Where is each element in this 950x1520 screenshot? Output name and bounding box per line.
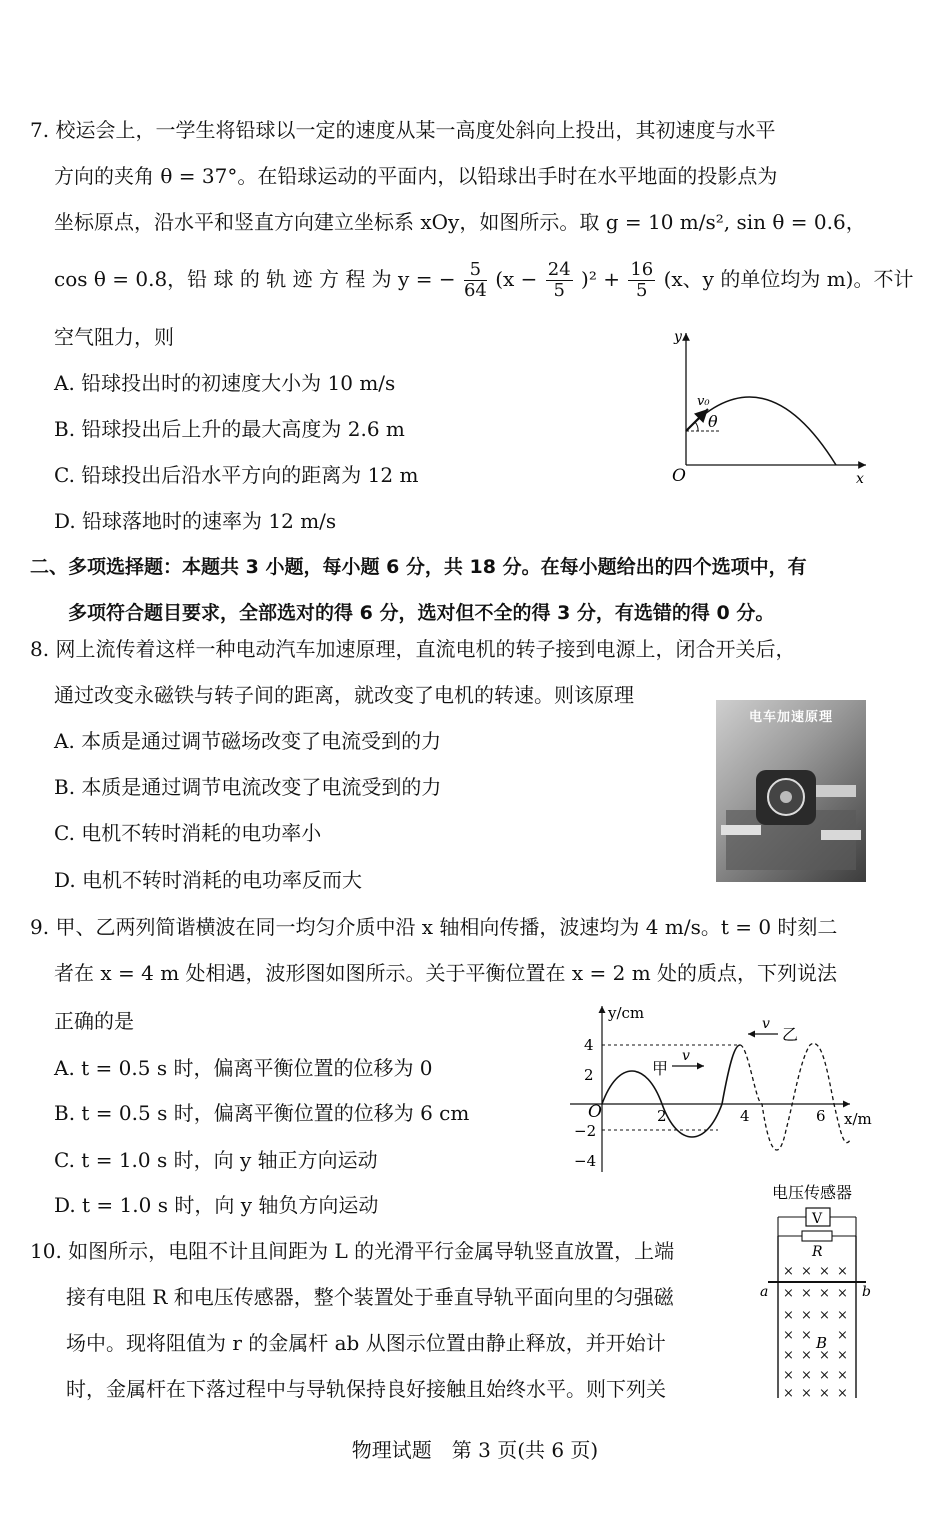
q8-motor-illustration <box>716 700 866 882</box>
q10-resistor-label: R <box>812 1244 823 1260</box>
q7-frac3 <box>628 260 655 301</box>
q7-origin-label: O <box>672 466 686 486</box>
q9-option-c: C. t = 1.0 s 时，向 y 轴正方向运动 <box>54 1148 378 1172</box>
q10-meter-label: V <box>812 1211 823 1227</box>
svg-text:×: × <box>819 1386 830 1400</box>
svg-text:×: × <box>819 1348 830 1363</box>
q10-sensor-label: 电压传感器 <box>772 1183 853 1202</box>
q9-wave-yi <box>740 1043 850 1150</box>
q8-photo-caption: 电车加速原理 <box>748 710 833 725</box>
q10-line1: 10. 如图所示，电阻不计且间距为 L 的光滑平行金属导轨竖直放置，上端 <box>30 1239 675 1263</box>
q9-option-d: D. t = 1.0 s 时，向 y 轴负方向运动 <box>54 1193 379 1217</box>
q8-option-a: A. 本质是通过调节磁场改变了电流受到的力 <box>54 729 442 753</box>
q8-option-b: B. 本质是通过调节电流改变了电流受到的力 <box>54 775 442 799</box>
section2-line2: 多项符合题目要求，全部选对的得 6 分，选对但不全的得 3 分，有选错的得 0 分。 <box>68 602 775 624</box>
q9-y-label: y/cm <box>608 1004 645 1022</box>
svg-text:×: × <box>819 1308 830 1323</box>
q7-line4a: cos θ = 0.8，铅 球 的 轨 迹 方 程 为 y = − <box>54 267 456 291</box>
q9-tick-x6: 6 <box>816 1107 826 1125</box>
q7-line3: 坐标原点，沿水平和竖直方向建立坐标系 xOy，如图所示。取 g = 10 m/s², sin θ = 0.6， <box>54 210 866 234</box>
section2-line1: 二、多项选择题：本题共 3 小题，每小题 6 分，共 18 分。在每小题给出的四个选项中，有 <box>30 556 807 578</box>
q9-line2: 者在 x = 4 m 处相遇，波形图如图所示。关于平衡位置在 x = 2 m 处的质点，下列说法 <box>54 961 838 985</box>
q7-frac1 <box>464 260 487 301</box>
svg-text:×: × <box>783 1286 794 1301</box>
q9-line1: 9. 甲、乙两列简谐横波在同一均匀介质中沿 x 轴相向传播，波速均为 4 m/s。t = 0 时刻二 <box>30 915 838 939</box>
q10-resistor <box>802 1231 832 1241</box>
q9-option-b: B. t = 0.5 s 时，偏离平衡位置的位移为 6 cm <box>54 1101 470 1125</box>
q9-x-label: x/m <box>844 1110 872 1128</box>
q9-option-a: A. t = 0.5 s 时，偏离平衡位置的位移为 0 <box>54 1056 433 1080</box>
q7-option-c: C. 铅球投出后沿水平方向的距离为 12 m <box>54 463 419 487</box>
page-footer: 物理试题 第 3 页(共 6 页) <box>351 1438 599 1462</box>
q7-frac2 <box>546 260 573 301</box>
svg-text:×: × <box>837 1386 848 1400</box>
svg-text:×: × <box>783 1386 794 1400</box>
q10-line4: 时，金属杆在下落过程中与导轨保持良好接触且始终水平。则下列关 <box>66 1377 666 1401</box>
q7-trajectory-figure <box>660 325 880 490</box>
q7-frac2-den: 5 <box>553 280 565 301</box>
q9-wave-jia <box>602 1045 740 1137</box>
q9-tick-x4: 4 <box>740 1107 750 1125</box>
q7-frac2-num: 24 <box>547 259 571 280</box>
svg-text:×: × <box>783 1328 794 1343</box>
svg-text:×: × <box>837 1286 848 1301</box>
q9-origin: O <box>588 1102 602 1122</box>
q7-line4d: (x、y 的单位均为 m)。不计 <box>663 267 914 291</box>
q7-frac1-den: 64 <box>463 280 487 301</box>
svg-text:×: × <box>837 1264 848 1279</box>
svg-text:×: × <box>837 1328 848 1343</box>
q9-line3: 正确的是 <box>54 1009 134 1033</box>
q9-tick-yn2: −2 <box>574 1122 597 1140</box>
q7-x-label: x <box>856 471 864 487</box>
q8-line2: 通过改变永磁铁与转子间的距离，就改变了电机的转速。则该原理 <box>54 683 634 707</box>
q10-label-a: a <box>760 1284 769 1300</box>
q7-frac3-den: 5 <box>636 280 648 301</box>
q7-frac1-num: 5 <box>464 260 487 281</box>
svg-text:×: × <box>801 1328 812 1343</box>
q7-line1: 7. 校运会上，一学生将铅球以一定的速度从某一高度处斜向上投出，其初速度与水平 <box>30 118 776 142</box>
q9-label-v2: v <box>762 1016 770 1032</box>
svg-text:×: × <box>801 1386 812 1400</box>
q10-magnetic-field-crosses <box>783 1264 848 1400</box>
svg-text:×: × <box>783 1308 794 1323</box>
svg-text:×: × <box>801 1264 812 1279</box>
q9-tick-yn4: −4 <box>574 1152 597 1170</box>
svg-text:×: × <box>837 1368 848 1383</box>
q10-line2: 接有电阻 R 和电压传感器，整个装置处于垂直导轨平面向里的匀强磁 <box>66 1285 674 1309</box>
svg-text:×: × <box>783 1264 794 1279</box>
svg-text:×: × <box>819 1368 830 1383</box>
q7-angle-arc <box>695 422 698 431</box>
q10-label-b: b <box>862 1284 871 1300</box>
q7-line4b: (x − <box>495 267 538 291</box>
q8-line1: 8. 网上流传着这样一种电动汽车加速原理，直流电机的转子接到电源上，闭合开关后， <box>30 637 796 661</box>
q9-wave-figure <box>560 1000 880 1180</box>
q10-field-label: B <box>816 1334 828 1352</box>
q8-motor-photo <box>716 700 866 882</box>
q9-tick-x2: 2 <box>657 1107 667 1125</box>
svg-text:×: × <box>837 1348 848 1363</box>
q8-option-c: C. 电机不转时消耗的电功率小 <box>54 821 322 845</box>
q7-option-a: A. 铅球投出时的初速度大小为 10 m/s <box>54 371 396 395</box>
svg-text:×: × <box>801 1286 812 1301</box>
q9-tick-y4: 4 <box>584 1036 594 1054</box>
q7-line4c: )² + <box>581 267 620 291</box>
q7-option-d: D. 铅球落地时的速率为 12 m/s <box>54 509 337 533</box>
svg-text:×: × <box>819 1286 830 1301</box>
q7-frac3-num: 16 <box>630 259 654 280</box>
q8-option-d: D. 电机不转时消耗的电功率反而大 <box>54 868 363 892</box>
q9-label-jia: 甲 <box>652 1059 669 1078</box>
svg-text:×: × <box>783 1368 794 1383</box>
q7-v0-label: v₀ <box>697 394 710 409</box>
svg-text:×: × <box>783 1348 794 1363</box>
q9-label-v1: v <box>682 1048 690 1064</box>
svg-text:×: × <box>801 1308 812 1323</box>
svg-text:×: × <box>819 1264 830 1279</box>
q7-option-b: B. 铅球投出后上升的最大高度为 2.6 m <box>54 417 405 441</box>
q7-line2: 方向的夹角 θ = 37°。在铅球运动的平面内，以铅球出手时在水平地面的投影点为 <box>54 164 778 188</box>
q7-y-label: y <box>674 329 682 345</box>
svg-text:×: × <box>801 1368 812 1383</box>
q9-tick-y2: 2 <box>584 1066 594 1084</box>
q7-line5: 空气阻力，则 <box>54 325 174 349</box>
svg-text:×: × <box>837 1308 848 1323</box>
q7-theta-label: θ <box>708 412 718 431</box>
q7-v0-arrow <box>686 409 708 431</box>
q7-line4 <box>54 254 913 304</box>
svg-text:×: × <box>801 1348 812 1363</box>
q10-line3: 场中。现将阻值为 r 的金属杆 ab 从图示位置由静止释放，并开始计 <box>66 1331 666 1355</box>
q10-circuit-figure <box>756 1178 886 1400</box>
q9-label-yi: 乙 <box>782 1025 799 1044</box>
